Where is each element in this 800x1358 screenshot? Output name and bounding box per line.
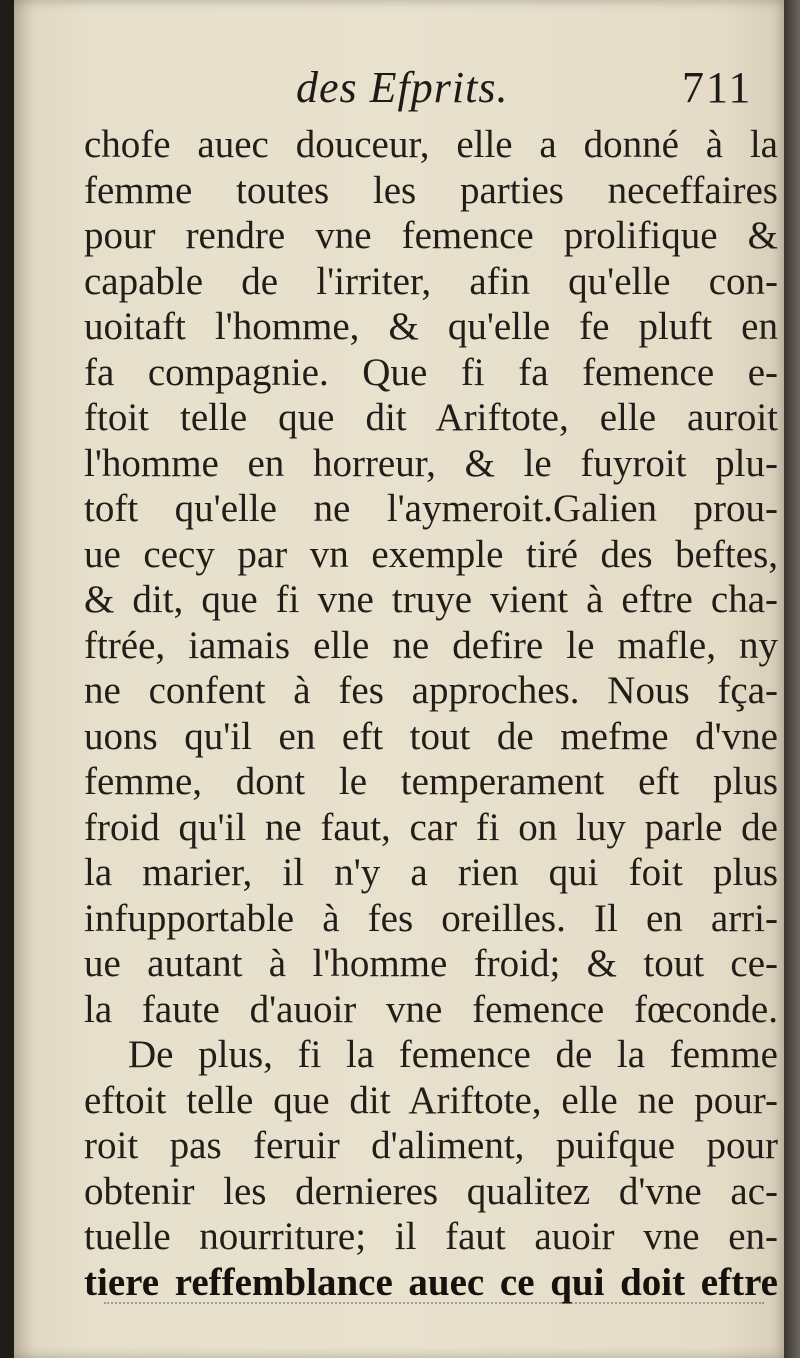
text-line: uoitaft l'homme, & qu'elle fe pluft en <box>84 305 778 348</box>
text-line: la faute d'auoir vne femence fœconde. <box>84 987 778 1031</box>
text-line: tuelle nourriture; il faut auoir vne en- <box>84 1215 778 1258</box>
text-line: toft qu'elle ne l'aymeroit.Galien prou- <box>84 487 778 530</box>
text-line: la marier, il n'y a rien qui foit plus <box>84 851 778 894</box>
binding-edge <box>784 0 800 1358</box>
text-line: tiere reffemblance auec ce qui doit eftre <box>84 1260 778 1304</box>
text-line: capable de l'irriter, afin qu'elle con- <box>84 259 778 303</box>
bottom-ink-bleed <box>104 1302 764 1304</box>
text-line: l'homme en horreur, & le fuyroit plu- <box>84 441 778 485</box>
text-line: ftrée, iamais elle ne defire le mafle, ny <box>84 623 778 667</box>
paragraph-start-line: De plus, fi la femence de la femme <box>128 1033 778 1076</box>
running-title: des Efprits. <box>296 63 509 112</box>
text-line: uons qu'il en eft tout de mefme d'vne <box>84 714 778 758</box>
text-line: obtenir les dernieres qualitez d'vne ac- <box>84 1169 778 1213</box>
text-line: ue cecy par vn exemple tiré des beftes, <box>84 532 778 576</box>
text-line: ftoit telle que dit Ariftote, elle auroit <box>84 396 778 439</box>
text-line: femme, dont le temperament eft plus <box>84 760 778 803</box>
text-line: infupportable à fes oreilles. Il en arri- <box>84 896 778 940</box>
text-line: fa compagnie. Que fi fa femence e- <box>84 350 778 394</box>
book-page <box>14 0 784 1358</box>
text-line: & dit, que fi vne truye vient à eftre cha- <box>84 578 778 621</box>
text-line: chofe auec douceur, elle a donné à la <box>84 123 778 166</box>
text-line: roit pas feruir d'aliment, puifque pour <box>84 1124 778 1167</box>
text-line: froid qu'il ne faut, car fi on luy parle de <box>84 805 778 849</box>
text-line: eftoit telle que dit Ariftote, elle ne pour- <box>84 1078 778 1122</box>
text-line: ne confent à fes approches. Nous fça- <box>84 669 778 712</box>
text-line: ue autant à l'homme froid; & tout ce- <box>84 942 778 985</box>
text-line: femme toutes les parties neceffaires <box>84 168 778 212</box>
page-header <box>14 62 784 122</box>
body-text <box>84 122 778 1305</box>
text-line: pour rendre vne femence prolifique & <box>84 214 778 257</box>
page-number: 711 <box>682 63 753 112</box>
